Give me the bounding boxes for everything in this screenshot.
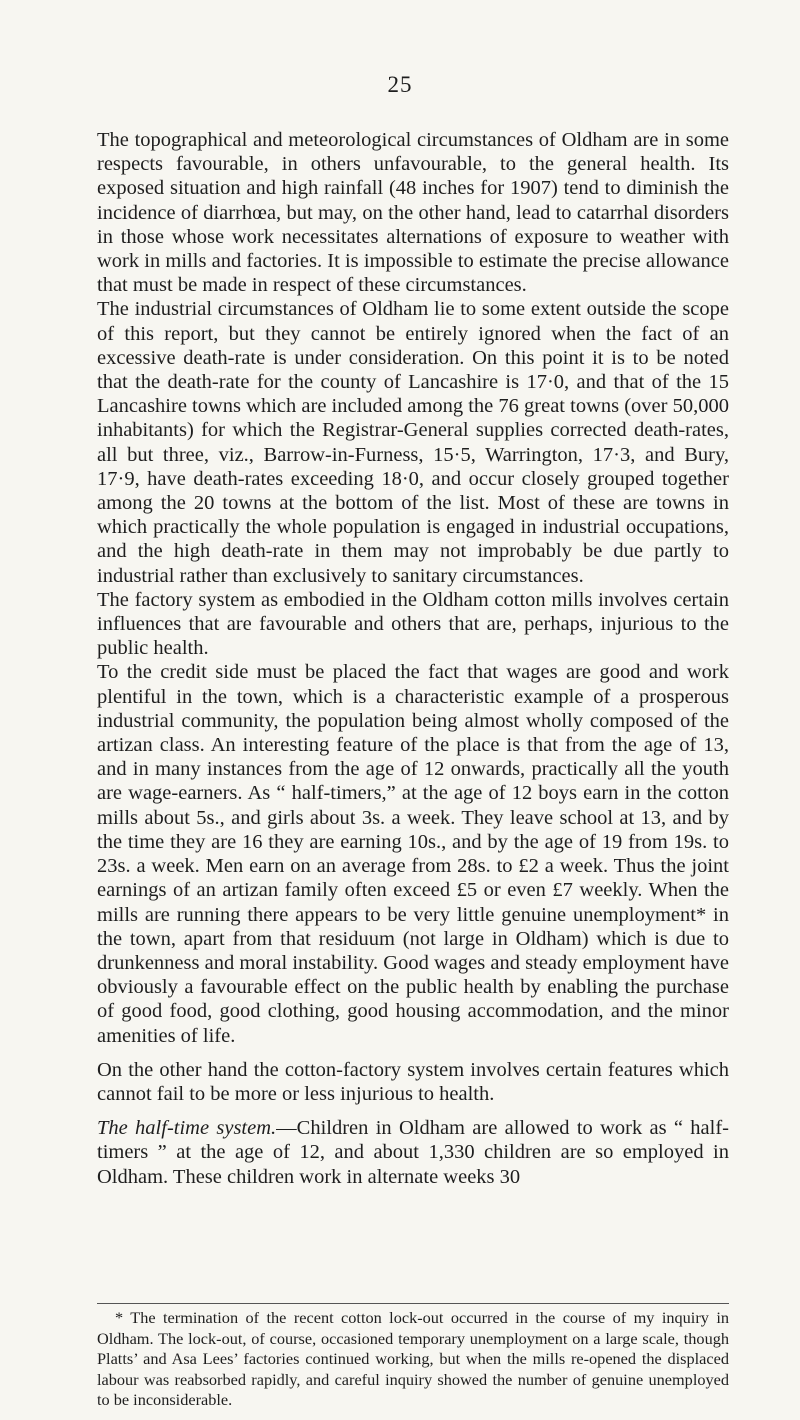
paragraph-half-time (97, 1116, 729, 1189)
footnote-divider (97, 1303, 729, 1304)
page-number: 25 (387, 72, 413, 97)
paragraph-industrial: The industrial circumstances of Oldham lie to some extent outside the scope of this report, but they cannot be entirely ignored when the fact of an excessive death-rate is under consideration. On this point it is to be noted that the death-rate for the county of Lancashire is 17·0, and that of the 15 Lancashire towns which are included among the 76 great towns (over 50,000 inhabitants) for which the Registrar-General supplies corrected death-rates, all but three, viz., Barrow-in-Furness, 15·5, Warrington, 17·3, and Bury, 17·9, have death-rates exceeding 18·0, and occur closely grouped together among the 20 towns at the bottom of the list. Most of these are towns in which practically the whole population is engaged in industrial occupations, and the high death-rate in them may not improbably be due partly to industrial rather than exclusively to sanitary circumstances. (97, 298, 729, 587)
half-time-text: —Children in Oldham are allowed to work as “ half-timers ” at the age of 12, and about 1,330 children are so employed in Oldham. These children work in alternate weeks 30 (97, 1117, 729, 1188)
body-text (97, 128, 729, 1189)
paragraph-factory-system: The factory system as embodied in the Oldham cotton mills involves certain influences that are favourable and others that are, perhaps, injurious to the public health. (97, 588, 729, 660)
footnote: * The termination of the recent cotton lock-out occurred in the course of my inquiry in Oldham. The lock-out, of course, occasioned temporary unemployment on a large scale, though Platts’ and Asa Lees’ factories continued working, but when the mills re-opened the displaced labour was reabsorbed rapidly, and careful inquiry showed the number of genuine unemployed to be inconsiderable. (97, 1308, 729, 1409)
half-time-heading: The half-time system. (97, 1117, 277, 1140)
paragraph-topography: The topographical and meteorological circumstances of Oldham are in some respects favourable, in others unfavourable, to the general health. Its exposed situation and high rainfall (48 inches for 1907) tend to diminish the incidence of diarrhœa, but may, on the other hand, lead to catarrhal disorders in those whose work necessitates alternations of exposure to weather with work in mills and factories. It is impossible to estimate the precise allowance that must be made in respect of these circumstances. (97, 129, 729, 297)
paragraph-other-hand: On the other hand the cotton-factory system involves certain features which cannot fail to be more or less injurious to health. (97, 1058, 729, 1105)
paragraph-wages: To the credit side must be placed the fact that wages are good and work plentiful in the town, which is a characteristic example of a prosperous industrial community, the population being almost wholly composed of the artizan class. An interesting feature of the place is that from the age of 13, and in many instances from the age of 12 onwards, practically all the youth are wage-earners. As “ half-timers,” at the age of 12 boys earn in the cotton mills about 5s., and girls about 3s. a week. They leave school at 13, and by the time they are 16 they are earning 10s., and by the age of 19 from 19s. to 23s. a week. Men earn on an average from 28s. to £2 a week. Thus the joint earnings of an artizan family often exceed £5 or even £7 weekly. When the mills are running there appears to be very little genuine unemployment* in the town, apart from that residuum (not large in Oldham) which is due to drunkenness and moral instability. Good wages and steady employment have obviously a favourable effect on the public health by enabling the purchase of good food, good clothing, good housing accommodation, and the minor amenities of life. (97, 661, 729, 1047)
